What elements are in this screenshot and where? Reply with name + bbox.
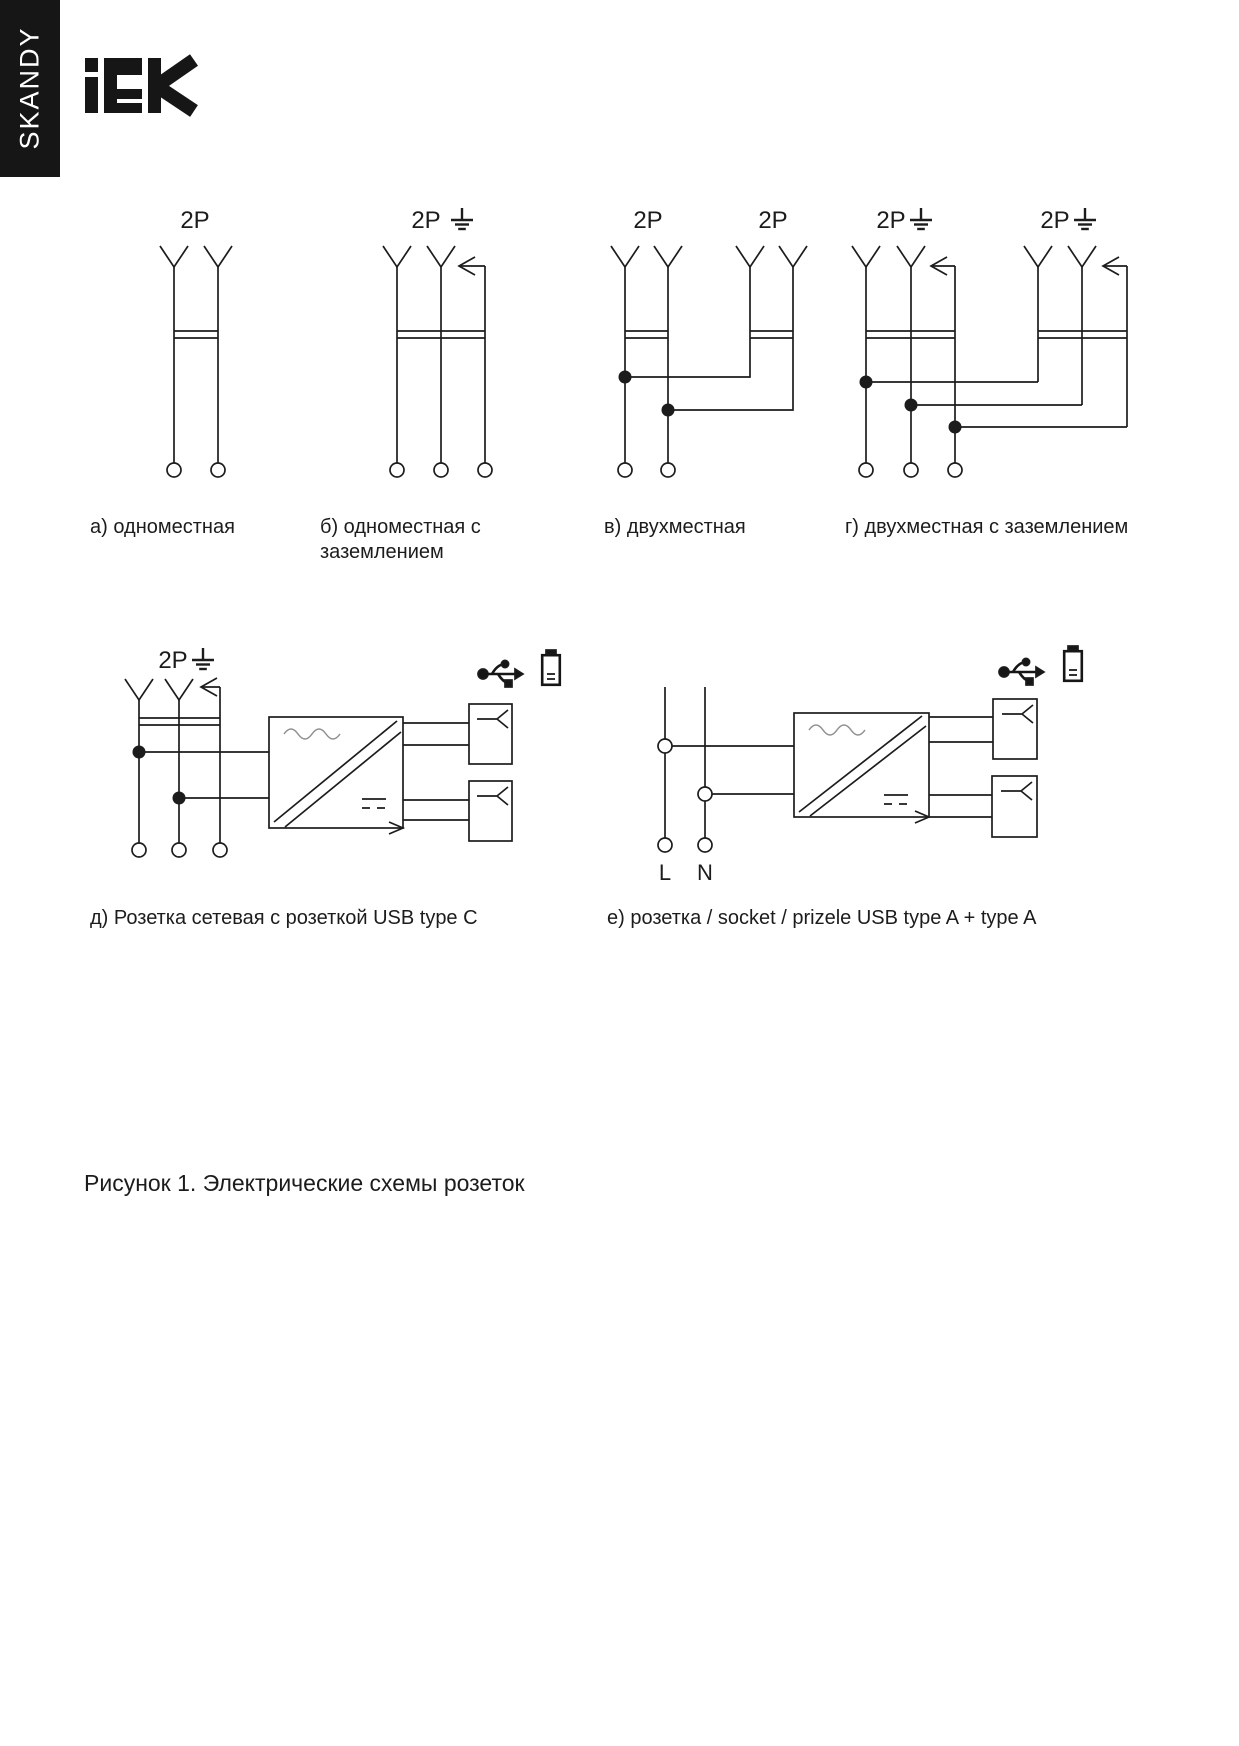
usb-socket-icon — [1001, 782, 1032, 800]
acdc-converter — [794, 713, 929, 823]
diagram-a-single-socket — [160, 207, 232, 477]
diagram-v-double-socket — [611, 207, 807, 477]
diagram-b-single-socket-earthed — [383, 207, 492, 477]
caption-diagram-e: е) розетка / socket / prizele USB type A + type A — [607, 907, 1037, 929]
battery-icon — [1064, 646, 1082, 681]
pole-count-label: 2P — [758, 207, 788, 234]
usb-port-box — [992, 776, 1037, 837]
pole-count-label: 2P — [876, 207, 906, 234]
ac-wave-icon — [284, 729, 340, 739]
usb-port-box — [469, 781, 512, 841]
diagram-g-double-socket-earthed — [852, 207, 1127, 477]
caption-diagram-b: б) одноместная с заземлением — [320, 516, 481, 563]
ground-icon — [910, 208, 932, 229]
ground-icon — [1074, 208, 1096, 229]
ground-icon — [192, 648, 214, 669]
usb-socket-icon — [477, 787, 508, 805]
diagram-d-socket-usb-type-c — [125, 647, 560, 857]
series-label: SKANDY — [14, 26, 45, 150]
usb-icon — [999, 658, 1044, 685]
caption-diagram-a: а) одноместная — [90, 516, 235, 538]
pole-count-label: 2P — [180, 207, 210, 234]
caption-diagram-g: г) двухместная с заземлением — [845, 516, 1129, 538]
ac-wave-icon — [809, 725, 865, 735]
terminal-n-label: N — [697, 860, 713, 885]
usb-port-box — [469, 704, 512, 764]
usb-socket-icon — [1002, 705, 1033, 723]
acdc-converter — [269, 717, 403, 834]
pole-count-label: 2P — [633, 207, 663, 234]
pole-count-label: 2P — [158, 647, 188, 674]
pole-count-label: 2P — [1040, 207, 1070, 234]
diagram-e-socket-usb-type-a — [658, 646, 1082, 885]
caption-diagram-v: в) двухместная — [604, 516, 746, 538]
ground-icon — [451, 208, 473, 229]
caption-diagram-d: д) Розетка сетевая с розеткой USB type C — [90, 907, 478, 929]
usb-socket-icon — [477, 710, 508, 728]
battery-icon — [542, 650, 560, 685]
terminal-l-label: L — [658, 860, 672, 885]
usb-icon — [478, 660, 523, 687]
figure-caption: Рисунок 1. Электрические схемы розеток — [84, 1170, 525, 1196]
usb-port-box — [993, 699, 1037, 759]
pole-count-label: 2P — [411, 207, 441, 234]
